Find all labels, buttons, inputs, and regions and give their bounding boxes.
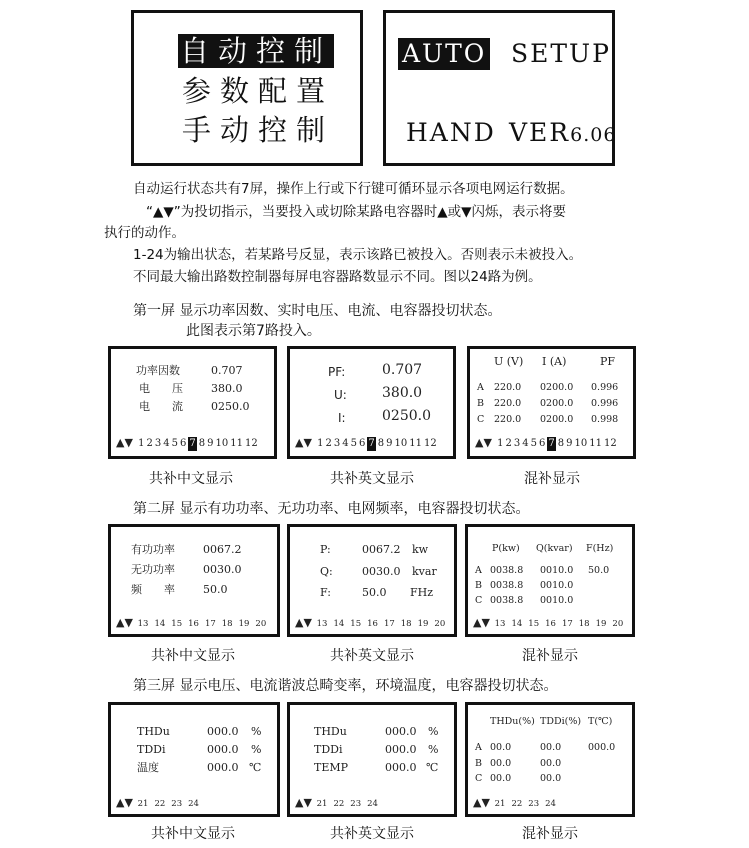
row-unit: ℃ xyxy=(426,761,439,774)
channel-24: 24 xyxy=(367,799,378,809)
channel-20: 20 xyxy=(612,619,624,629)
channel-11: 11 xyxy=(409,438,422,449)
channel-21: 21 xyxy=(316,799,328,809)
channel-18: 18 xyxy=(221,619,233,629)
channel-14: 14 xyxy=(154,619,166,629)
channel-2: 2 xyxy=(505,438,512,449)
col-header: THDu(%) xyxy=(490,716,535,727)
row-value: 0030.0 xyxy=(362,565,401,578)
cell: 220.0 xyxy=(494,398,522,409)
row-value: 50.0 xyxy=(203,583,228,596)
channel-13: 13 xyxy=(494,619,506,629)
updown-icon: ▲▼ xyxy=(116,436,133,449)
channel-8: 8 xyxy=(377,438,385,449)
row-label: THDu xyxy=(314,725,347,738)
channel-6: 6 xyxy=(538,438,546,449)
row-unit: % xyxy=(428,725,439,738)
menu-setup[interactable]: SETUP xyxy=(511,39,611,68)
screen1-mix-caption: 混补显示 xyxy=(524,471,580,487)
row-label: TDDi xyxy=(137,743,166,756)
channel-3: 3 xyxy=(333,438,341,449)
screen3-cn-caption: 共补中文显示 xyxy=(151,826,235,842)
row-label: 电 压 xyxy=(139,382,183,395)
cell: 0.996 xyxy=(591,398,619,409)
screen1-en-display xyxy=(287,346,456,459)
row-label: THDu xyxy=(137,725,170,738)
channel-5: 5 xyxy=(530,438,537,449)
row-value: 50.0 xyxy=(362,586,387,599)
updown-icon: ▲▼ xyxy=(475,436,492,449)
row-value: 0.707 xyxy=(211,364,243,377)
channel-20: 20 xyxy=(255,619,267,629)
screen3-mix-display xyxy=(465,702,635,817)
screen2-en-display xyxy=(287,524,457,637)
cell: 50.0 xyxy=(588,565,610,576)
row-unit: % xyxy=(428,743,439,756)
screen3-en-display xyxy=(287,702,457,817)
cell: 0038.8 xyxy=(490,595,524,606)
channel-19: 19 xyxy=(417,619,429,629)
channel-1: 1 xyxy=(317,438,324,449)
channel-24: 24 xyxy=(545,799,556,809)
col-header: I (A) xyxy=(542,355,567,368)
channel-12: 12 xyxy=(423,438,437,449)
screen3-en-caption: 共补英文显示 xyxy=(330,826,414,842)
col-header: Q(kvar) xyxy=(536,543,573,554)
channel-23: 23 xyxy=(171,799,183,809)
switch-indicator xyxy=(473,616,625,631)
channel-13: 13 xyxy=(137,619,149,629)
col-header: F(Hz) xyxy=(586,543,614,554)
channel-2: 2 xyxy=(146,438,153,449)
menu-version xyxy=(509,117,616,151)
channel-15: 15 xyxy=(171,619,183,629)
channel-16: 16 xyxy=(545,619,556,629)
channel-14: 14 xyxy=(511,619,523,629)
cell: 00.0 xyxy=(490,742,512,753)
cell: 00.0 xyxy=(490,773,512,784)
intro-line-3: 执行的动作。 xyxy=(104,225,185,241)
channel-22: 22 xyxy=(511,799,523,809)
row-value: 000.0 xyxy=(207,743,239,756)
channel-3: 3 xyxy=(154,438,162,449)
channel-21: 21 xyxy=(137,799,149,809)
phase-label: C xyxy=(475,773,483,784)
row-value: 000.0 xyxy=(207,725,239,738)
channel-14: 14 xyxy=(333,619,345,629)
channel-10: 10 xyxy=(215,438,229,449)
row-unit: ℃ xyxy=(249,761,262,774)
phase-label: A xyxy=(477,382,484,393)
screen1-heading: 第一屏 显示功率因数、实时电压、电流、电容器投切状态。 xyxy=(133,303,502,319)
row-label: I: xyxy=(338,411,346,425)
screen1-en-caption: 共补英文显示 xyxy=(330,471,414,487)
phase-label: B xyxy=(475,580,482,591)
row-label: P: xyxy=(320,543,331,556)
intro-line-2: “▲▼”为投切指示，当要投入或切除某路电容器时▲或▼闪烁，表示将要 xyxy=(146,204,567,220)
switch-indicator xyxy=(475,436,619,451)
row-value: 0250.0 xyxy=(211,400,250,413)
intro-line-5: 不同最大输出路数控制器每屏电容器路数显示不同。图以24路为例。 xyxy=(133,269,542,285)
col-header: T(℃) xyxy=(588,716,613,727)
channel-22: 22 xyxy=(154,799,166,809)
updown-icon: ▲▼ xyxy=(116,796,133,809)
row-label: 无功功率 xyxy=(131,563,175,576)
channel-18: 18 xyxy=(400,619,412,629)
menu-param-config[interactable]: 参数配置 xyxy=(182,74,335,108)
row-value: 380.0 xyxy=(211,382,243,395)
intro-line-1: 自动运行状态共有7屏，操作上行或下行键可循环显示各项电网运行数据。 xyxy=(133,181,574,197)
updown-icon: ▲▼ xyxy=(295,796,312,809)
updown-icon: ▲▼ xyxy=(295,616,312,629)
screen1-subheading: 此图表示第7路投入。 xyxy=(186,323,321,339)
phase-label: A xyxy=(475,565,482,576)
phase-label: A xyxy=(475,742,482,753)
switch-indicator xyxy=(116,616,268,631)
channel-5: 5 xyxy=(171,438,178,449)
row-label: 温度 xyxy=(137,761,159,774)
cell: 0200.0 xyxy=(540,414,574,425)
cell: 0010.0 xyxy=(540,565,574,576)
cell: 0010.0 xyxy=(540,580,574,591)
cell: 00.0 xyxy=(540,758,562,769)
switch-indicator xyxy=(295,796,380,811)
channel-7-active: 7 xyxy=(189,438,196,449)
channel-10: 10 xyxy=(394,438,408,449)
cell: 00.0 xyxy=(540,773,562,784)
screen1-mix-display xyxy=(467,346,636,459)
row-label: 电 流 xyxy=(139,400,183,413)
channel-16: 16 xyxy=(367,619,378,629)
cell: 220.0 xyxy=(494,414,522,425)
screen1-cn-display xyxy=(108,346,277,459)
channel-16: 16 xyxy=(188,619,199,629)
cell: 0038.8 xyxy=(490,580,524,591)
row-value: 0250.0 xyxy=(382,408,431,424)
updown-icon: ▲▼ xyxy=(295,436,312,449)
channel-11: 11 xyxy=(230,438,243,449)
row-value: 0067.2 xyxy=(362,543,401,556)
col-header: PF xyxy=(600,355,616,368)
menu-auto-control[interactable]: 自动控制 xyxy=(180,34,333,68)
phase-label: B xyxy=(477,398,484,409)
channel-6: 6 xyxy=(179,438,187,449)
switch-indicator xyxy=(116,436,260,451)
switch-indicator xyxy=(295,436,439,451)
channel-19: 19 xyxy=(238,619,250,629)
channel-8: 8 xyxy=(198,438,206,449)
channel-17: 17 xyxy=(204,619,216,629)
channel-18: 18 xyxy=(578,619,590,629)
row-label: TDDi xyxy=(314,743,343,756)
menu-hand[interactable]: HAND xyxy=(406,118,496,147)
menu-auto[interactable]: AUTO xyxy=(398,38,490,70)
channel-12: 12 xyxy=(244,438,258,449)
switch-indicator xyxy=(295,616,447,631)
cell: 0200.0 xyxy=(540,398,574,409)
screen3-mix-caption: 混补显示 xyxy=(522,826,578,842)
screen2-cn-display xyxy=(108,524,280,637)
row-value: 000.0 xyxy=(207,761,239,774)
version-number: 6.06 xyxy=(570,124,617,146)
channel-2: 2 xyxy=(325,438,332,449)
screen1-cn-caption: 共补中文显示 xyxy=(149,471,233,487)
channel-21: 21 xyxy=(494,799,506,809)
screen2-mix-display xyxy=(465,524,635,637)
channel-11: 11 xyxy=(589,438,602,449)
row-label: F: xyxy=(320,586,331,599)
intro-line-4: 1-24为输出状态，若某路号反显，表示该路已被投入。否则表示未被投入。 xyxy=(133,247,583,263)
row-label: Q: xyxy=(320,565,333,578)
channel-9: 9 xyxy=(566,438,573,449)
updown-icon: ▲▼ xyxy=(116,616,133,629)
channel-4: 4 xyxy=(163,438,170,449)
screen3-heading: 第三屏 显示电压、电流谐波总畸变率，环境温度，电容器投切状态。 xyxy=(133,678,558,694)
row-label: 频 率 xyxy=(131,583,175,596)
cell: 000.0 xyxy=(588,742,616,753)
menu-manual-control[interactable]: 手动控制 xyxy=(182,113,335,147)
channel-19: 19 xyxy=(595,619,607,629)
row-unit: kvar xyxy=(412,565,437,578)
row-label: PF: xyxy=(328,365,346,379)
channel-23: 23 xyxy=(350,799,362,809)
channel-7-active: 7 xyxy=(368,438,375,449)
row-value: 000.0 xyxy=(385,743,417,756)
channel-22: 22 xyxy=(333,799,345,809)
channel-17: 17 xyxy=(561,619,573,629)
row-unit: % xyxy=(251,725,262,738)
switch-indicator xyxy=(116,796,201,811)
row-label: 功率因数 xyxy=(136,364,180,377)
col-header: P(kw) xyxy=(492,543,520,554)
row-label: U: xyxy=(334,388,347,402)
switch-indicator xyxy=(473,796,558,811)
channel-7-active: 7 xyxy=(548,438,555,449)
channel-23: 23 xyxy=(528,799,540,809)
channel-1: 1 xyxy=(138,438,145,449)
channel-20: 20 xyxy=(434,619,446,629)
phase-label: B xyxy=(475,758,482,769)
row-unit: kw xyxy=(412,543,429,556)
screen2-cn-caption: 共补中文显示 xyxy=(151,648,235,664)
channel-8: 8 xyxy=(557,438,565,449)
screen3-cn-display xyxy=(108,702,280,817)
channel-9: 9 xyxy=(386,438,393,449)
screen2-mix-caption: 混补显示 xyxy=(522,648,578,664)
row-unit: FHz xyxy=(410,586,434,599)
channel-6: 6 xyxy=(358,438,366,449)
cell: 00.0 xyxy=(540,742,562,753)
channel-17: 17 xyxy=(383,619,395,629)
row-value: 0.707 xyxy=(382,362,423,378)
channel-5: 5 xyxy=(350,438,357,449)
row-value: 0030.0 xyxy=(203,563,242,576)
channel-4: 4 xyxy=(342,438,349,449)
col-header: TDDi(%) xyxy=(540,716,582,727)
row-value: 0067.2 xyxy=(203,543,242,556)
cell: 220.0 xyxy=(494,382,522,393)
row-value: 380.0 xyxy=(382,385,423,401)
channel-24: 24 xyxy=(188,799,199,809)
channel-15: 15 xyxy=(350,619,362,629)
screen2-heading: 第二屏 显示有功功率、无功功率、电网频率，电容器投切状态。 xyxy=(133,501,530,517)
row-value: 000.0 xyxy=(385,725,417,738)
channel-12: 12 xyxy=(603,438,617,449)
cell: 0038.8 xyxy=(490,565,524,576)
row-unit: % xyxy=(251,743,262,756)
row-value: 000.0 xyxy=(385,761,417,774)
updown-icon: ▲▼ xyxy=(473,616,490,629)
cell: 0.996 xyxy=(591,382,619,393)
phase-label: C xyxy=(477,414,485,425)
channel-9: 9 xyxy=(207,438,214,449)
col-header: U (V) xyxy=(494,355,524,368)
channel-15: 15 xyxy=(528,619,540,629)
screen2-en-caption: 共补英文显示 xyxy=(330,648,414,664)
phase-label: C xyxy=(475,595,483,606)
version-label: VER xyxy=(509,118,571,147)
row-label: 有功功率 xyxy=(131,543,175,556)
cell: 0010.0 xyxy=(540,595,574,606)
row-label: TEMP xyxy=(314,761,349,774)
channel-4: 4 xyxy=(522,438,529,449)
channel-1: 1 xyxy=(497,438,504,449)
channel-10: 10 xyxy=(574,438,588,449)
updown-icon: ▲▼ xyxy=(473,796,490,809)
cell: 0.998 xyxy=(591,414,619,425)
cell: 00.0 xyxy=(490,758,512,769)
channel-3: 3 xyxy=(513,438,521,449)
channel-13: 13 xyxy=(316,619,328,629)
cell: 0200.0 xyxy=(540,382,574,393)
